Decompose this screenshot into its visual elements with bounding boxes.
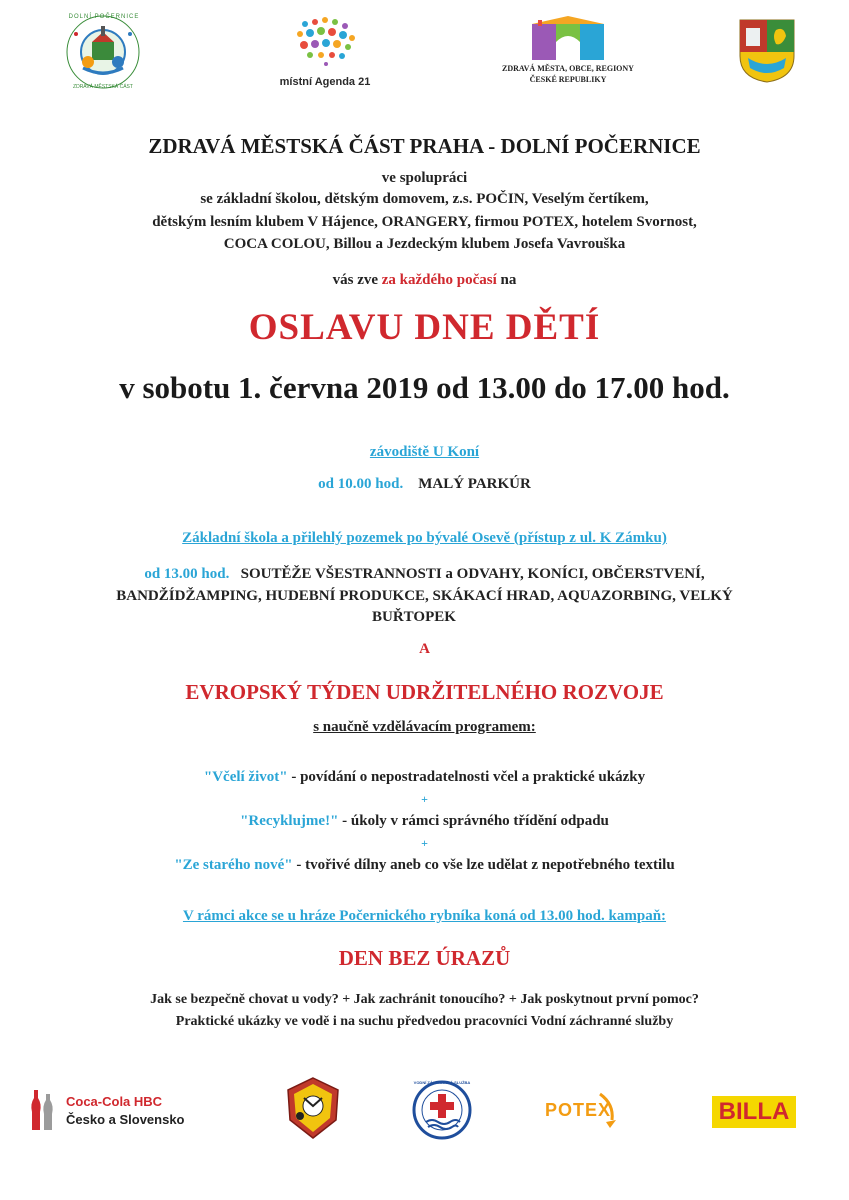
program-item-3	[0, 857, 849, 874]
partners-line1: se základní školou, dětským domovem, z.s. POČIN, Veselým čertíkem,	[200, 191, 649, 207]
program-item-2	[0, 813, 849, 830]
venue2-name: Základní škola a přilehlý pozemek po bývalé Osevě (přístup z ul. K Zámku)	[182, 530, 667, 546]
campaign-line2: Praktické ukázky ve vodě i na suchu předvedou pracovníci Vodní záchranné služby	[175, 1014, 674, 1029]
venue1-name: závodiště U Koní	[369, 444, 480, 460]
program-item-2-desc: - úkoly v rámci správného třídění odpadu	[342, 813, 609, 829]
partners-line2: dětským lesním klubem V Hájence, ORANGERY, firmou POTEX, hotelem Svornost,	[152, 214, 697, 230]
potex-logo: POTEX	[545, 1100, 612, 1120]
program-item-2-name: "Recyklujme!"	[240, 813, 339, 829]
vesely-certik-logo	[286, 1076, 340, 1140]
week-subtitle: s naučně vzdělávacím programem:	[313, 719, 536, 735]
event-title: OSLAVU DNE DĚTÍ	[248, 307, 601, 348]
agenda21-label: místní Agenda 21	[279, 76, 371, 88]
partners-line3: COCA COLOU, Billou a Jezdeckým klubem Josefa Vavrouška	[223, 236, 626, 252]
coca-cola-line2: Česko a Slovensko	[66, 1112, 185, 1127]
dolni-pocernice-logo	[58, 12, 148, 92]
vzs-ring-text: VODNÍ ZÁCHRANNÁ SLUŽBA	[413, 1080, 471, 1085]
venue1-time: od 10.00 hod.	[318, 476, 404, 492]
organizer-title: ZDRAVÁ MĚSTSKÁ ČÁST PRAHA - DOLNÍ POČERNICE	[148, 134, 701, 158]
venue2-time: od 13.00 hod.	[144, 566, 230, 582]
campaign-line1: Jak se bezpečně chovat u vody? + Jak zachránit tonoucího? + Jak poskytnout první pomoc?	[150, 992, 699, 1007]
billa-logo: BILLA	[718, 1098, 790, 1125]
program-item-3-desc: - tvořivé dílny aneb co vše lze udělat z nepotřebného textilu	[296, 857, 675, 873]
vodni-zachranna-sluzba-logo	[412, 1080, 472, 1140]
venue2-program-line1	[0, 566, 849, 583]
program-item-3-name: "Ze starého nové"	[174, 857, 293, 873]
plus-2: +	[421, 836, 428, 850]
invite-pre: vás zve	[332, 272, 379, 288]
week-title: EVROPSKÝ TÝDEN UDRŽITELNÉHO ROZVOJE	[185, 680, 664, 704]
venue1-program	[0, 476, 849, 493]
zdrava-mesta-line1: ZDRAVÁ MĚSTA, OBCE, REGIONY	[502, 64, 634, 73]
zdrava-mesta-line2: ČESKÉ REPUBLIKY	[529, 75, 607, 84]
invite-post: na	[500, 272, 517, 288]
invite-highlight: za každého počasí	[381, 272, 497, 288]
program-item-1	[0, 769, 849, 786]
potex-arrow-icon	[598, 1092, 616, 1130]
venue2-activities-1: SOUTĚŽE VŠESTRANNOSTI a ODVAHY, KONÍCI, OBČERSTVENÍ,	[240, 566, 705, 582]
venue1-activity: MALÝ PARKÚR	[418, 476, 531, 492]
cooperation-intro: ve spolupráci	[381, 170, 468, 186]
dolni-pocernice-sub-text: ZDRAVÁ MĚSTSKÁ ČÁST	[73, 84, 133, 90]
conjunction-a: A	[419, 641, 430, 657]
venue2-program-line2: BANDŽÍDŽAMPING, HUDEBNÍ PRODUKCE, SKÁKACÍ HRAD, AQUAZORBING, VELKÝ	[116, 588, 733, 604]
program-item-1-name: "Včelí život"	[203, 769, 288, 785]
coca-cola-line1: Coca-Cola HBC	[66, 1094, 163, 1109]
coat-of-arms	[738, 18, 796, 84]
venue2-program-line3: BUŘTOPEK	[372, 609, 456, 625]
event-datetime: v sobotu 1. června 2019 od 13.00 do 17.00 hod.	[119, 370, 730, 405]
coca-cola-logo	[28, 1088, 60, 1132]
campaign-intro: V rámci akce se u hráze Počernického rybníka koná od 13.00 hod. kampaň:	[182, 908, 667, 924]
invitation	[0, 272, 849, 289]
plus-1: +	[421, 792, 428, 806]
dolni-pocernice-ring-text: DOLNÍ POČERNICE	[68, 14, 140, 20]
zdrava-mesta-logo	[528, 16, 608, 62]
program-item-1-desc: - povídání o nepostradatelnosti včel a praktické ukázky	[291, 769, 646, 785]
agenda21-logo	[290, 14, 360, 74]
campaign-title: DEN BEZ ÚRAZŮ	[338, 946, 511, 970]
